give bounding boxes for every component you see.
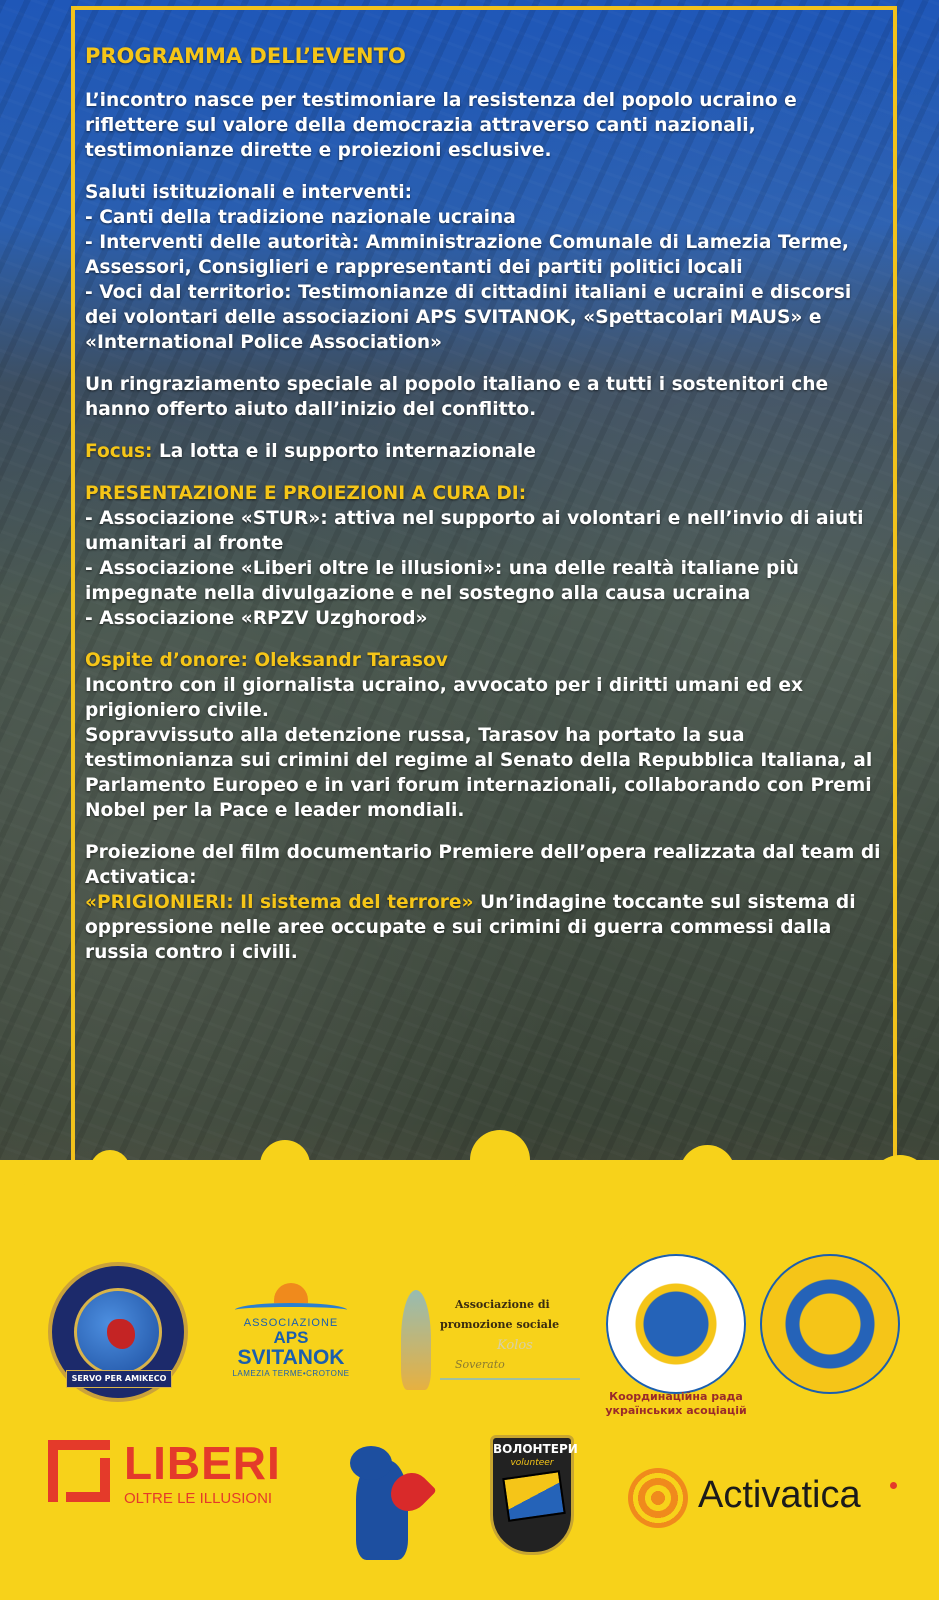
globe-icon [74,1288,162,1376]
sun-icon [274,1283,308,1303]
thanks-text: Un ringraziamento speciale al popolo italiano e a tutti i sostenitori che hanno offerto aiuto dall’inizio del conflitto. [85,374,829,420]
coordination-caption: Координаційна рада українських асоціацій [605,1390,747,1417]
svitanok-line2: APS [273,1328,309,1347]
focus-text: La lotta e il supporto internazionale [152,441,536,462]
bear-heart-logo [350,1446,436,1564]
saluti-item: - Voci dal territorio: Testimonianze di cittadini italiani e ucraini e discorsi dei volontari delle associazioni APS SVITANOK, «Spettacolari MAUS» e «International Police Association» [85,282,852,353]
wave-icon [235,1303,347,1317]
liberi-logo [48,1437,308,1520]
activatica-name: Activatica [698,1474,861,1516]
focus-label: Focus: [85,441,153,462]
kolos-line2: promozione sociale [440,1318,560,1331]
congress-logo [760,1254,900,1394]
film-line [85,890,885,965]
guest-text: Sopravvissuto alla detenzione russa, Tarasov ha portato la sua testimonianza sui crimini del regime al Senato della Repubblica Italiana, al Parlamento Europeo e in vari forum internazionali, collaborando con Premi Nobel per la Pace e leader mondiali. [85,725,873,821]
presentation-item: - Associazione «STUR»: attiva nel supporto ai volontari e nell’invio di aiuti umanitari al fronte [85,508,864,554]
svitanok-line4: LAMEZIA TERME•CROTONE [232,1369,350,1378]
svitanok-logo [222,1283,360,1393]
film-text: Un’indagine toccante sul sistema di oppressione nelle aree occupate e sui crimini di guerra commessi dalla russia contro i civili. [85,892,856,963]
kolos-logo [395,1290,590,1400]
saluti-item: - Interventi delle autorità: Amministrazione Comunale di Lamezia Terme, Assessori, Consiglieri e rappresentanti dei partiti politici locali [85,232,849,278]
svitanok-line3: SVITANOK [237,1346,345,1369]
coordination-logo [606,1254,746,1394]
film-title: «PRIGIONIERI: Il sistema del terrore» [85,892,474,913]
wheat-icon [401,1290,431,1390]
program-heading: PROGRAMMA DELL’EVENTO [85,44,406,68]
svitanok-line1: ASSOCIAZIONE [243,1317,339,1329]
saluti-item: - Canti della tradizione nazionale ucraina [85,207,516,228]
target-icon [628,1468,688,1528]
volunteers-subtitle: volunteer [510,1458,554,1468]
guest-text: Incontro con il giornalista ucraino, avvocato per i diritti umani ed ex prigioniero civile. [85,675,804,721]
intro-text: L’incontro nasce per testimoniare la resistenza del popolo ucraino e riflettere sul valore della democrazia attraverso canti nazionali, testimonianze dirette e proiezioni esclusive. [85,90,797,161]
presentation-item: - Associazione «RPZV Uzghorod» [85,608,428,629]
ipa-logo [48,1262,188,1402]
ipa-motto: SERVO PER AMIKECO [66,1370,172,1388]
kolos-line3: Kolos [497,1338,533,1353]
saluti-title: Saluti istituzionali e interventi: [85,182,413,203]
volunteers-title: ВОЛОНТЕРИ [493,1442,578,1456]
program-content [85,44,885,965]
bear-icon [350,1446,392,1480]
flag-icon [502,1470,566,1522]
film-intro: Proiezione del film documentario Premiere dell’opera realizzata dal team di Activatica: [85,842,881,888]
kolos-line1: Associazione di [455,1298,550,1311]
volunteers-logo [490,1435,578,1555]
presentation-heading: PRESENTAZIONE E PROIEZIONI A CURA DI: [85,483,527,504]
kolos-line4: Soverato [455,1358,505,1371]
liberi-title: LIBERI [124,1437,281,1489]
guest-heading: Ospite d’onore: Oleksandr Tarasov [85,650,448,671]
paint-splash [0,1120,939,1240]
presentation-item: - Associazione «Liberi oltre le illusioni»: una delle realtà italiane più impegnate nella divulgazione e nel sostegno alla causa ucraina [85,558,799,604]
focus-line [85,439,885,464]
activatica-logo [628,1460,908,1540]
liberi-subtitle: OLTRE LE ILLUSIONI [124,1490,273,1507]
